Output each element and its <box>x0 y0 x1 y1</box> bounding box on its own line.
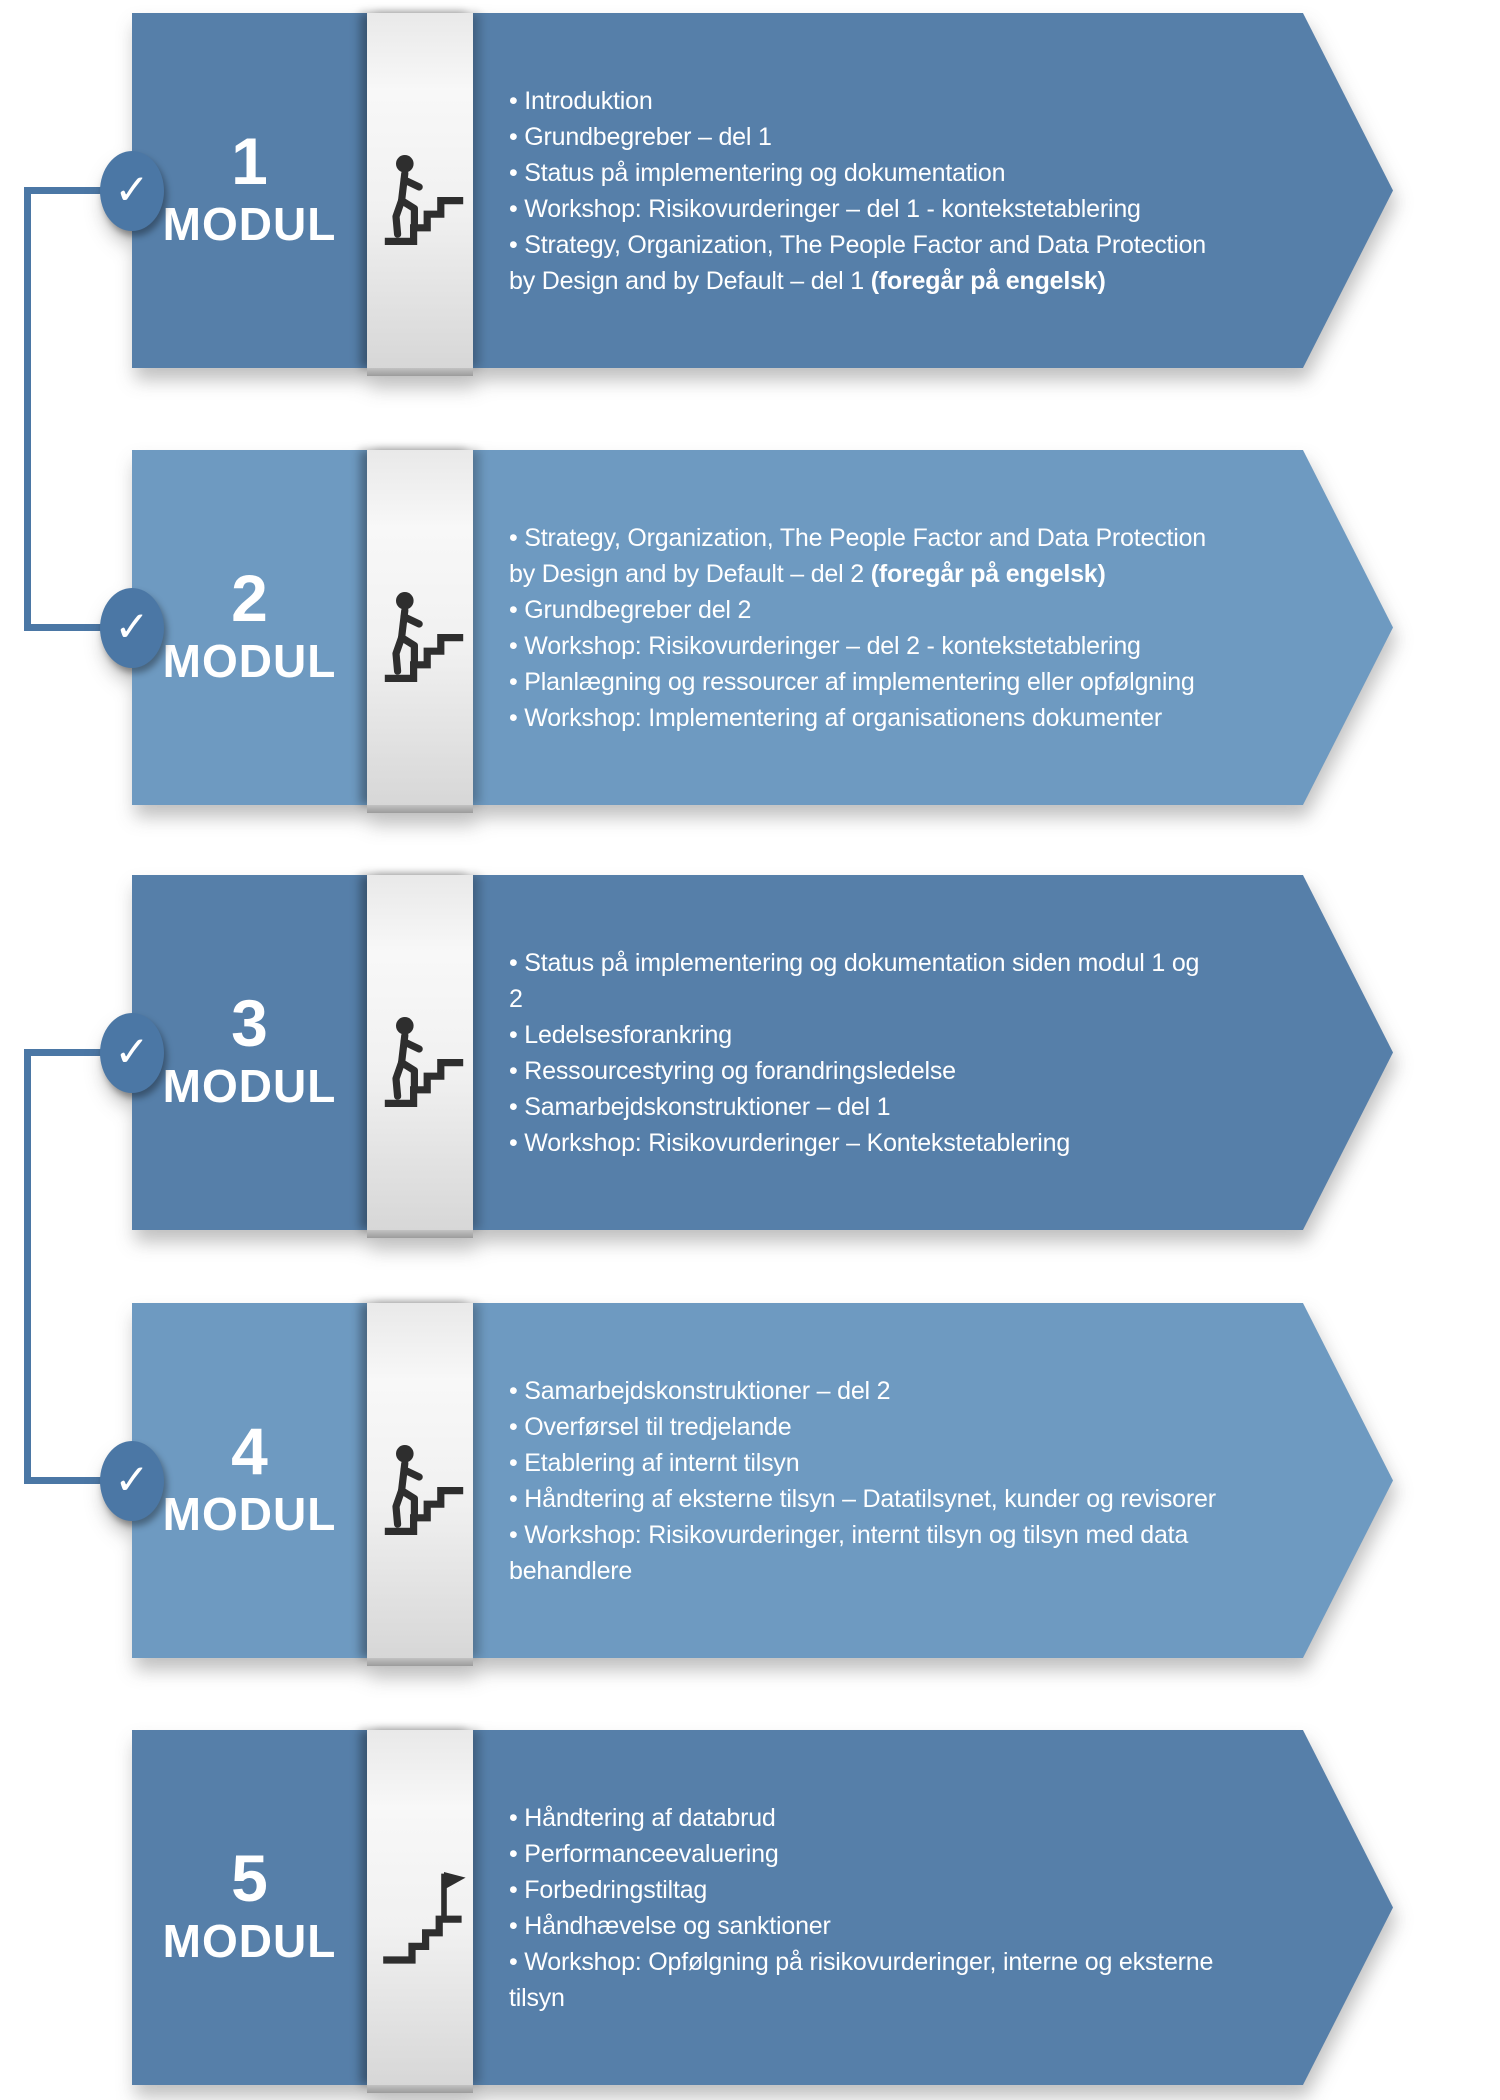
check-circle <box>100 1013 164 1093</box>
module-banner-5 <box>132 1730 1393 2085</box>
topic-item: • Ledelsesforankring <box>509 1020 732 1049</box>
module-label: MODUL <box>162 1914 337 1967</box>
module-banner-3 <box>114 875 1393 1230</box>
topic-item: • Håndtering af databrud <box>509 1803 776 1832</box>
checkmark-icon: ✓ <box>114 166 150 213</box>
module-topics <box>509 13 1219 368</box>
module-topics <box>509 875 1219 1230</box>
topic-item: • Samarbejdskonstruktioner – del 1 <box>509 1092 891 1121</box>
person-climbing-stairs-icon <box>372 978 468 1128</box>
topic-item: • Workshop: Opfølgning på risikovurderinger, interne og eksterne tilsyn <box>509 1947 1214 2012</box>
topic-item: • Performanceevaluering <box>509 1839 779 1868</box>
module-number: 2 <box>231 561 268 636</box>
topic-item: • Etablering af internt tilsyn <box>509 1448 800 1477</box>
fold-strip <box>367 875 473 1230</box>
topic-item: • Workshop: Risikovurderinger – del 2 - kontekstetablering <box>509 631 1141 660</box>
fold-strip <box>367 1303 473 1658</box>
topic-item: • Status på implementering og dokumentation siden modul 1 og 2 <box>509 948 1200 1013</box>
stairs-with-flag-icon <box>372 1833 468 1983</box>
topic-item: • Workshop: Risikovurderinger, internt tilsyn og tilsyn med data behandlere <box>509 1520 1189 1585</box>
topic-item: • Workshop: Risikovurderinger – del 1 - kontekstetablering <box>509 194 1141 223</box>
topic-item: • Planlægning og ressourcer af implementering eller opfølgning <box>509 667 1195 696</box>
fold-strip <box>367 1730 473 2085</box>
check-circle <box>100 588 164 668</box>
module-title-block <box>132 13 367 368</box>
module-number: 5 <box>231 1841 268 1916</box>
checkmark-icon: ✓ <box>114 1028 150 1075</box>
module-title-block <box>132 875 367 1230</box>
check-circle <box>100 1441 164 1521</box>
module-title-block <box>132 1303 367 1658</box>
module-number: 1 <box>231 124 268 199</box>
topic-item: • Samarbejdskonstruktioner – del 2 <box>509 1376 891 1405</box>
module-topics <box>509 1303 1219 1658</box>
topic-item: • Strategy, Organization, The People Factor and Data Protection by Design and by Default – del 2 (foregår på engelsk) <box>509 523 1207 588</box>
fold-strip <box>367 450 473 805</box>
module-number: 3 <box>231 986 268 1061</box>
module-banner-2 <box>114 450 1393 805</box>
module-banner-1 <box>114 13 1393 368</box>
topic-item: • Håndtering af eksterne tilsyn – Datatilsynet, kunder og revisorer <box>509 1484 1216 1513</box>
topic-item: • Overførsel til tredjelande <box>509 1412 792 1441</box>
module-title-block <box>132 1730 367 2085</box>
topic-item: • Status på implementering og dokumentation <box>509 158 1006 187</box>
topic-item: • Introduktion <box>509 86 653 115</box>
topic-item: • Grundbegreber – del 1 <box>509 122 772 151</box>
person-climbing-stairs-icon <box>372 553 468 703</box>
module-banner-4 <box>114 1303 1393 1658</box>
topic-item: • Workshop: Implementering af organisationens dokumenter <box>509 703 1162 732</box>
person-climbing-stairs-icon <box>372 1406 468 1556</box>
person-climbing-stairs-icon <box>372 116 468 266</box>
module-label: MODUL <box>162 1487 337 1540</box>
checkmark-icon: ✓ <box>114 603 150 650</box>
topic-item: • Håndhævelse og sanktioner <box>509 1911 831 1940</box>
topic-item: • Ressourcestyring og forandringsledelse <box>509 1056 956 1085</box>
module-topics <box>509 450 1219 805</box>
module-label: MODUL <box>162 1059 337 1112</box>
topic-item: • Strategy, Organization, The People Factor and Data Protection by Design and by Default – del 1 (foregår på engelsk) <box>509 230 1207 295</box>
check-circle <box>100 151 164 231</box>
topic-item: • Workshop: Risikovurderinger – Kontekstetablering <box>509 1128 1071 1157</box>
checkmark-icon: ✓ <box>114 1456 150 1503</box>
topic-item: • Grundbegreber del 2 <box>509 595 752 624</box>
module-label: MODUL <box>162 197 337 250</box>
fold-strip <box>367 13 473 368</box>
topic-item: • Forbedringstiltag <box>509 1875 708 1904</box>
module-topics <box>509 1730 1219 2085</box>
connector-line-module3-module4 <box>24 1049 132 1484</box>
module-title-block <box>132 450 367 805</box>
module-number: 4 <box>231 1414 268 1489</box>
connector-line-module1-module2 <box>24 187 132 631</box>
module-label: MODUL <box>162 634 337 687</box>
